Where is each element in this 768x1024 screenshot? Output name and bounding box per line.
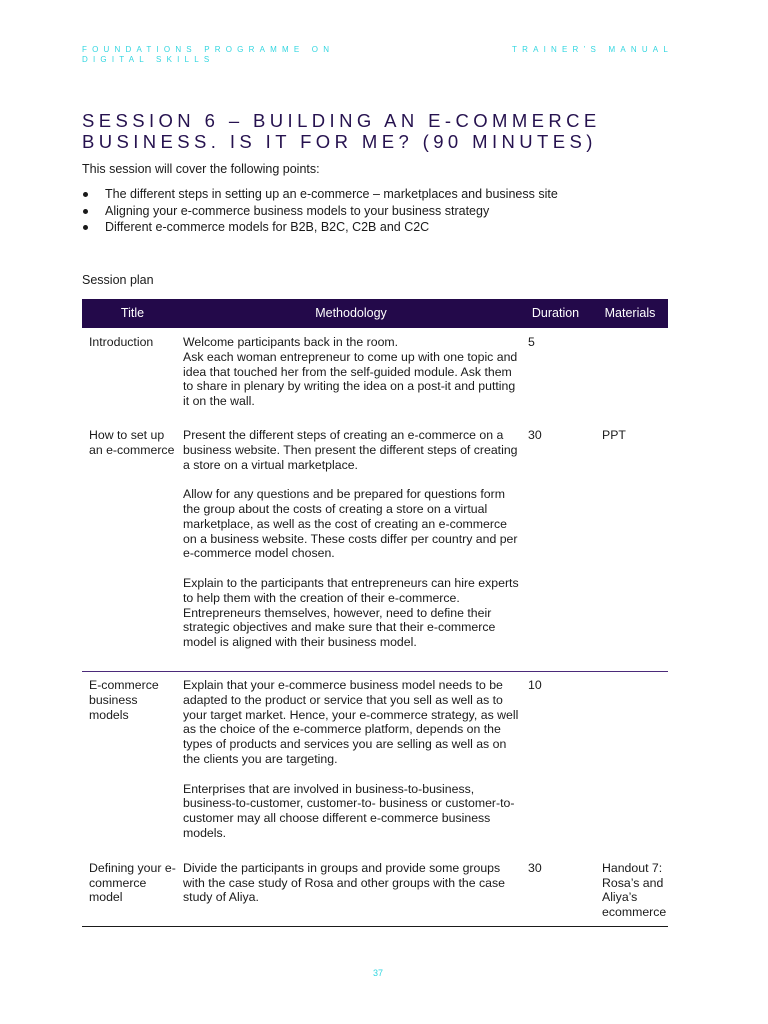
row-duration: 30 bbox=[528, 860, 542, 875]
methodology-paragraph: Divide the participants in groups and provide some groups with the case study of Rosa and other groups with the case study of Aliya. bbox=[183, 860, 505, 905]
running-header-right: TRAINER’S MANUAL bbox=[512, 45, 673, 54]
row-methodology bbox=[183, 855, 519, 927]
session-plan-label: Session plan bbox=[82, 273, 154, 287]
row-duration: 30 bbox=[528, 428, 542, 442]
methodology-paragraph: Explain to the participants that entrepreneurs can hire experts to help them with the creation of their e-commerce. Entrepreneurs themselves, however, need to define their strategic objectives and make sure that their e-commerce model is aligned with their business model. bbox=[183, 575, 519, 650]
methodology-paragraph: Enterprises that are involved in business-to-business, business-to-customer, customer-to- business or customer-to-customer may all choose different e-commerce business models. bbox=[183, 781, 515, 840]
table-row bbox=[82, 328, 668, 420]
column-header-methodology: Methodology bbox=[183, 299, 519, 328]
row-title: Defining your e-commerce model bbox=[89, 860, 176, 905]
list-item: The different steps in setting up an e-commerce – marketplaces and business site bbox=[82, 186, 558, 203]
methodology-paragraph: Welcome participants back in the room. Ask each woman entrepreneur to come up with one topic and idea that touched her from the self-guided module. Ask them to share in plenary by writing the idea on a post-it and putting it on the wall. bbox=[183, 335, 518, 409]
column-header-title: Title bbox=[82, 299, 183, 328]
row-title: E-commerce business models bbox=[89, 677, 159, 722]
row-duration: 10 bbox=[528, 677, 542, 692]
column-header-duration: Duration bbox=[519, 299, 592, 328]
list-item: Different e-commerce models for B2B, B2C, C2B and C2C bbox=[82, 219, 558, 236]
row-methodology bbox=[183, 420, 519, 671]
running-header-left: FOUNDATIONS PROGRAMME ON DIGITAL SKILLS bbox=[82, 45, 335, 64]
methodology-paragraph: Explain that your e-commerce business model needs to be adapted to the product or service that you sell as well as to your target market. Hence, your e-commerce strategy, as well as the choice of the e-commerce platform, depends on the types of products and services you are selling as well as on the clients you are targeting. bbox=[183, 677, 519, 766]
session-intro: This session will cover the following points: bbox=[82, 162, 320, 176]
row-methodology bbox=[183, 671, 519, 854]
session-points-list bbox=[82, 186, 558, 236]
row-methodology bbox=[183, 328, 519, 420]
row-materials bbox=[592, 671, 668, 854]
methodology-paragraph: Allow for any questions and be prepared for questions form the group about the costs of creating a store on a virtual marketplace, as well as the cost of creating an e-commerce on a business website. These costs differ per country and per e-commerce model chosen. bbox=[183, 487, 518, 561]
row-materials bbox=[592, 328, 668, 420]
row-title: How to set up an e-commerce bbox=[89, 428, 175, 457]
session-title: SESSION 6 – BUILDING AN E-COMMERCE BUSINESS. IS IT FOR ME? (90 MINUTES) bbox=[82, 110, 601, 152]
methodology-paragraph: Present the different steps of creating an e-commerce on a business website. Then present the different steps of creating a store on a virtual marketplace. bbox=[183, 428, 518, 472]
row-duration: 5 bbox=[528, 335, 535, 349]
column-header-materials: Materials bbox=[592, 299, 668, 328]
table-row bbox=[82, 671, 668, 854]
row-title: Introduction bbox=[89, 335, 154, 349]
table-row bbox=[82, 420, 668, 671]
table-header-row bbox=[82, 299, 668, 328]
list-item: Aligning your e-commerce business models to your business strategy bbox=[82, 203, 558, 220]
page-number: 37 bbox=[372, 968, 383, 978]
row-materials: PPT bbox=[602, 428, 626, 442]
session-plan-table bbox=[82, 299, 668, 927]
row-materials: Handout 7: Rosa’s and Aliya’s ecommerce bbox=[602, 860, 667, 920]
table-row bbox=[82, 855, 668, 927]
